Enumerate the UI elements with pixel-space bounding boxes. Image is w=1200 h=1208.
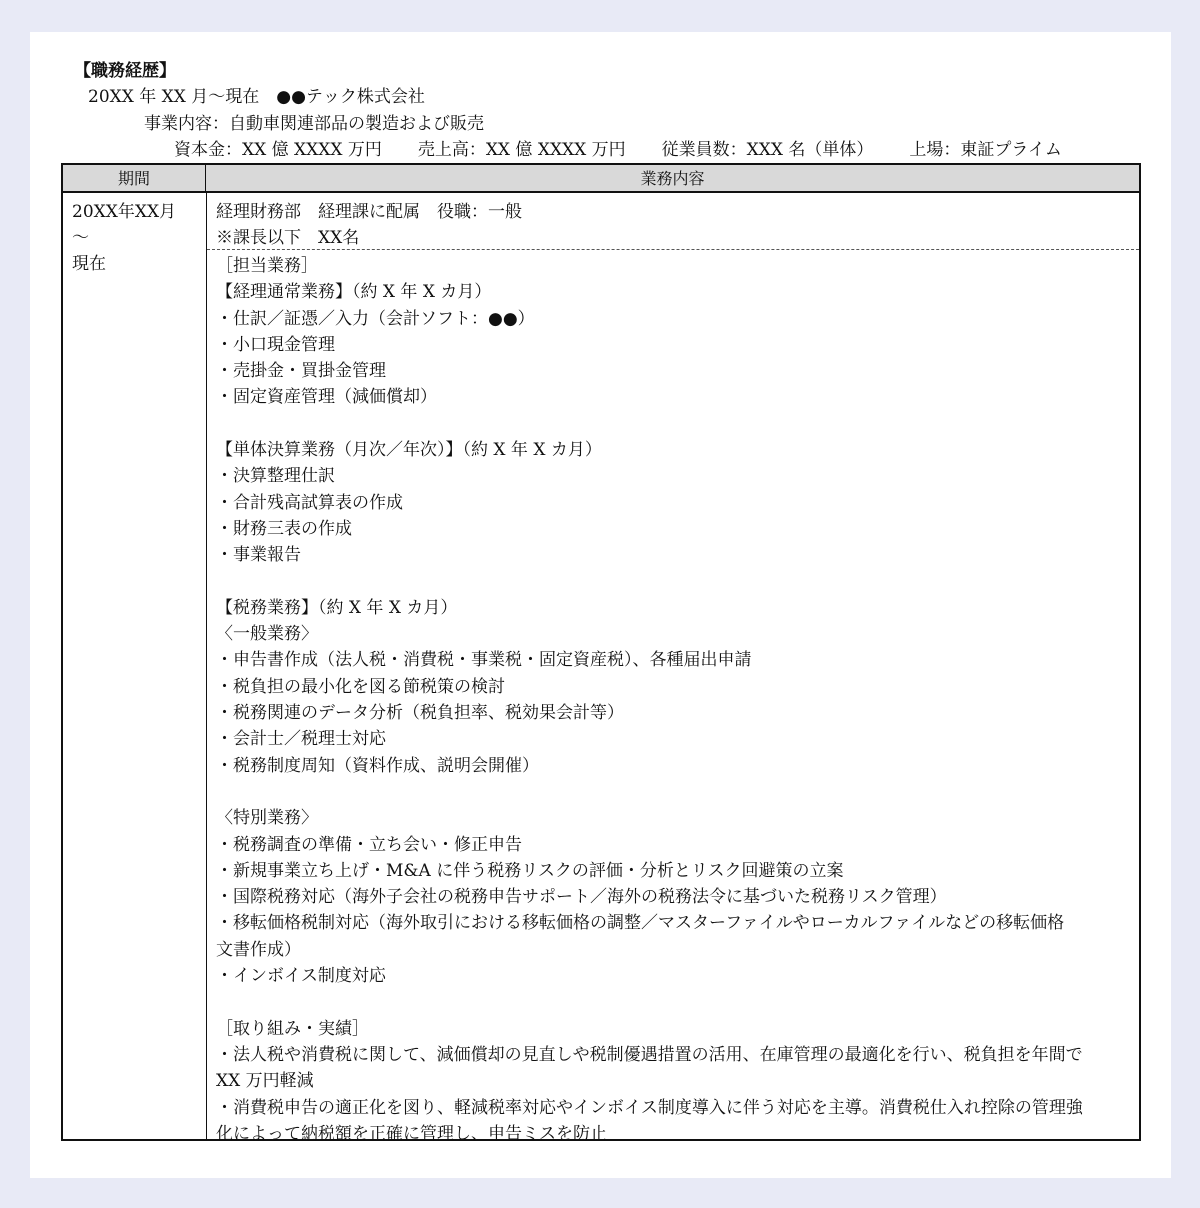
duty-line: ・税務関連のデータ分析（税負担率、税効果会計等） — [216, 703, 624, 724]
duty-line: ・税務制度周知（資料作成、説明会開催） — [216, 755, 539, 776]
blank-line — [216, 989, 1133, 1015]
period-separator: 〜 — [72, 228, 89, 248]
period-start: 20XX年XX月 — [72, 202, 177, 222]
company-facts — [174, 139, 1098, 161]
duty-line: ・国際税務対応（海外子会社の税務申告サポート／海外の税務法令に基づいた税務リスク管理） — [216, 887, 947, 908]
duties-cell — [216, 253, 1133, 1147]
duty-line: 【経理通常業務】（約 X 年 X カ月） — [216, 282, 492, 303]
dashed-divider — [207, 249, 1139, 250]
duty-line: ［取り組み・実績］ — [216, 1018, 369, 1039]
period-end: 現在 — [72, 254, 106, 274]
duty-line: ・税負担の最小化を図る節税策の検討 — [216, 676, 505, 697]
duty-line: XX 万円軽減 — [216, 1071, 314, 1092]
blank-line — [216, 411, 1133, 437]
role-line: 経理財務部 経理課に配属 役職：一般 — [216, 202, 522, 222]
duty-line: ・財務三表の作成 — [216, 518, 352, 539]
career-table — [61, 163, 1141, 1144]
column-header-period: 期間 — [63, 165, 206, 193]
employees: 従業員数：XXX 名（単体） — [661, 140, 874, 160]
period-company: 20XX 年 XX 月〜現在 ●●テック株式会社 — [88, 87, 425, 107]
duty-line: ・移転価格税制対応（海外取引における移転価格の調整／マスターファイルやローカルファイルなどの移転価格 — [216, 913, 1065, 934]
duty-line: ・消費税申告の適正化を図り、軽減税率対応やインボイス制度導入に伴う対応を主導。消費税仕入れ控除の管理強 — [216, 1097, 1083, 1118]
column-divider — [206, 193, 207, 1139]
duty-line: 〈特別業務〉 — [216, 808, 318, 829]
document-page — [30, 32, 1171, 1178]
capital: 資本金：XX 億 XXXX 万円 — [174, 140, 382, 160]
period-cell — [72, 199, 176, 277]
blank-line — [216, 569, 1133, 595]
sales: 売上高：XX 億 XXXX 万円 — [417, 140, 626, 160]
duty-line: ［担当業務］ — [216, 256, 318, 276]
duty-line: ・新規事業立ち上げ・M&A に伴う税務リスクの評価・分析とリスク回避策の立案 — [216, 860, 844, 881]
role-line: ※課長以下 XX名 — [216, 228, 360, 249]
duty-line: ・会計士／税理士対応 — [216, 729, 386, 750]
blank-line — [216, 779, 1133, 805]
duty-line: ・固定資産管理（減価償却） — [216, 387, 437, 408]
section-title: 【職務経歴】 — [74, 61, 176, 81]
duty-line: ・合計残高試算表の作成 — [216, 492, 403, 513]
listing: 上場：東証プライム — [909, 140, 1062, 160]
duty-line: 文書作成） — [216, 939, 301, 960]
duty-line: ・売掛金・買掛金管理 — [216, 361, 386, 382]
column-header-work: 業務内容 — [206, 165, 1139, 193]
duty-line: ・小口現金管理 — [216, 334, 335, 355]
duty-line: ・事業報告 — [216, 545, 301, 566]
duty-line: ・申告書作成（法人税・消費税・事業税・固定資産税）、各種届出申請 — [216, 650, 752, 671]
business-description: 事業内容：自動車関連部品の製造および販売 — [144, 114, 484, 134]
duty-line: ・法人税や消費税に関して、減価償却の見直しや税制優遇措置の活用、在庫管理の最適化を行い、税負担を年間で — [216, 1044, 1083, 1065]
duty-line: 化によって納税額を正確に管理し、申告ミスを防止 — [216, 1123, 607, 1144]
duty-line: ・税務調査の準備・立ち会い・修正申告 — [216, 834, 522, 855]
duty-line: 【単体決算業務（月次／年次）】（約 X 年 X カ月） — [216, 440, 602, 461]
duty-line: ・仕訳／証憑／入力（会計ソフト：●●） — [216, 308, 535, 329]
duty-line: 【税務業務】（約 X 年 X カ月） — [216, 597, 458, 618]
role-cell — [216, 199, 1133, 252]
duty-line: ・インボイス制度対応 — [216, 966, 386, 987]
duty-line: ・決算整理仕訳 — [216, 466, 335, 487]
duty-line: 〈一般業務〉 — [216, 624, 318, 645]
